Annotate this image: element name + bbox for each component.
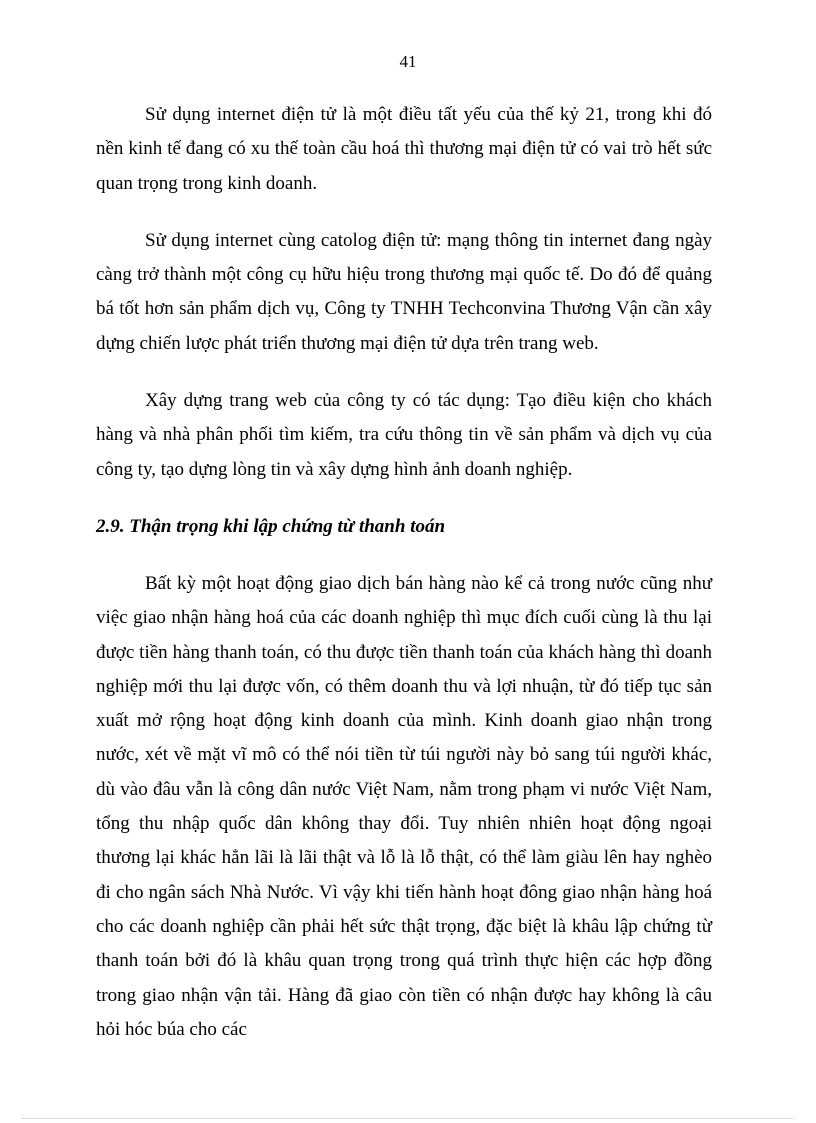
paragraph-internet-ecommerce: Sử dụng internet điện tử là một điều tất yếu của thế kỷ 21, trong khi đó nền kinh tế đang có xu thế toàn cầu hoá thì thương mại điện tử có vai trò hết sức quan trọng trong kinh doanh. xyxy=(96,104,712,194)
paragraph-payment-documents: Bất kỳ một hoạt động giao dịch bán hàng nào kể cả trong nước cũng như việc giao nhận hàng hoá của các doanh nghiệp thì mục đích cuối cùng là thu lại được tiền hàng thanh toán, có thu được tiền thanh toán của khách hàng thì doanh nghiệp mới thu lại được vốn, có thêm doanh thu và lợi nhuận, từ đó tiếp tục sản xuất mở rộng hoạt động kinh doanh của mình. Kinh doanh giao nhận trong nước, xét về mặt vĩ mô có thể nói tiền từ túi người này bỏ sang túi người khác, dù vào đâu vẫn là công dân nước Việt Nam, nằm trong phạm vi nước Việt Nam, tổng thu nhập quốc dân không thay đổi. Tuy nhiên nhiên hoạt động ngoại thương lại khác hẳn lãi là lãi thật và lỗ là lỗ thật, có thể làm giàu lên hay nghèo đi cho ngân sách Nhà Nước. Vì vậy khi tiến hành hoạt đông giao nhận hàng hoá cho các doanh nghiệp cần phải hết sức thật trọng, đặc biệt là khâu lập chứng từ thanh toán bởi đó là khâu quan trọng trong quá trình thực hiện các hợp đồng trong giao nhận vận tải. Hàng đã giao còn tiền có nhận được hay không là câu hỏi hóc búa cho các xyxy=(96,572,712,1040)
paragraph-internet-catalog: Sử dụng internet cùng catolog điện tử: mạng thông tin internet đang ngày càng trở thành một công cụ hữu hiệu trong thương mại quốc tế. Do đó để quảng bá tốt hơn sản phẩm dịch vụ, Công ty TNHH Techconvina Thương Vận cần xây dựng chiến lược phát triển thương mại điện tử dựa trên trang web. xyxy=(96,229,712,354)
paragraph-company-website: Xây dựng trang web của công ty có tác dụng: Tạo điều kiện cho khách hàng và nhà phân phối tìm kiếm, tra cứu thông tin về sản phẩm và dịch vụ của công ty, tạo dựng lòng tin và xây dựng hình ảnh doanh nghiệp. xyxy=(96,390,712,480)
section-heading: 2.9. Thận trọng khi lập chứng từ thanh toán xyxy=(96,515,446,537)
page-number: 41 xyxy=(399,52,417,71)
page-bottom-divider xyxy=(22,1118,794,1119)
document-body xyxy=(96,98,712,1047)
